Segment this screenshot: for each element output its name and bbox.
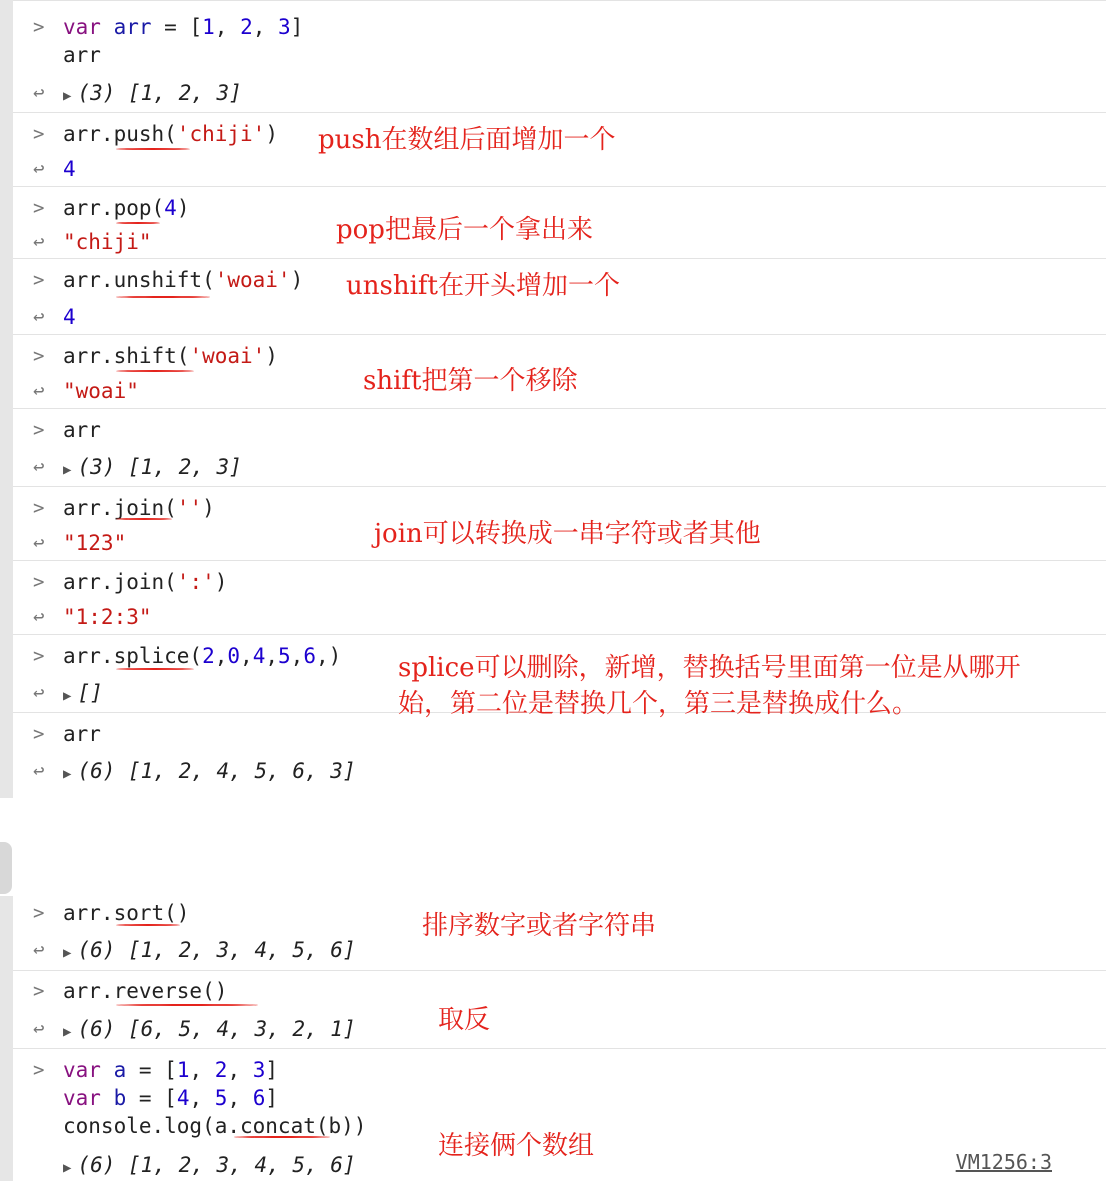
expand-triangle-icon[interactable]: ▶ [63,1024,72,1040]
console-input-line[interactable]: var b = [4, 5, 6] [63,1086,279,1110]
console-entry [13,0,1106,113]
input-prompt-icon: > [33,980,45,1002]
result-arrow-icon: ↩ [33,1018,45,1040]
result-arrow-icon: ↩ [33,82,45,104]
console-gutter [0,896,13,1181]
console-input-line[interactable]: console.log(a.concat(b)) [63,1114,367,1138]
annotation-underline [116,518,172,520]
annotation-underline [234,1136,330,1138]
console-input-line[interactable]: arr.push('chiji') [63,122,278,146]
console-input-line[interactable]: arr.reverse() [63,979,228,1003]
console-result: "123" [63,531,127,555]
console-gutter [0,0,13,798]
annotation-underline [116,370,194,372]
result-arrow-icon: ↩ [33,606,45,628]
annotation-note: 取反 [438,1005,491,1035]
result-arrow-icon: ↩ [33,231,45,253]
annotation-note: unshift在开头增加一个 [346,271,620,301]
source-location-link[interactable]: VM1256:3 [955,1150,1052,1174]
console-input-line[interactable]: arr.sort() [63,901,190,925]
input-prompt-icon: > [33,16,45,38]
expand-triangle-icon[interactable]: ▶ [63,766,72,782]
result-arrow-icon: ↩ [33,306,45,328]
input-prompt-icon: > [33,902,45,924]
console-result[interactable]: ▶ (3) [1, 2, 3] [63,81,242,105]
result-arrow-icon: ↩ [33,532,45,554]
annotation-note: push在数组后面增加一个 [318,125,616,155]
input-prompt-icon: > [33,345,45,367]
console-input-line[interactable]: arr [63,43,101,67]
screenshot-gap [0,798,1106,896]
expand-triangle-icon[interactable]: ▶ [63,1160,72,1176]
result-arrow-icon: ↩ [33,939,45,961]
input-prompt-icon: > [33,723,45,745]
input-prompt-icon: > [33,123,45,145]
expand-triangle-icon[interactable]: ▶ [63,88,72,104]
console-result[interactable]: ▶ [] [63,681,103,705]
console-entry [13,970,1106,1049]
result-arrow-icon: ↩ [33,682,45,704]
console-input-line[interactable]: var arr = [1, 2, 3] [63,15,304,39]
console-input-line[interactable]: arr.shift('woai') [63,344,278,368]
console-result: 4 [63,157,76,181]
annotation-note: splice可以删除，新增，替换括号里面第一位是从哪开 [398,653,1021,683]
annotation-underline [116,924,180,926]
console-entry [13,712,1106,799]
console-input-line[interactable]: arr.splice(2,0,4,5,6,) [63,644,342,668]
annotation-underline [116,668,194,670]
annotation-note: 连接俩个数组 [438,1131,595,1161]
input-prompt-icon: > [33,1059,45,1081]
console-input-line[interactable]: arr [63,722,101,746]
expand-triangle-icon[interactable]: ▶ [63,688,72,704]
annotation-underline [116,148,190,150]
annotation-underline [116,296,210,298]
console-result[interactable]: ▶ (3) [1, 2, 3] [63,455,242,479]
console-result[interactable]: ▶ (6) [1, 2, 4, 5, 6, 3] [63,759,356,783]
annotation-note: shift把第一个移除 [363,366,578,396]
console-result: "woai" [63,379,139,403]
input-prompt-icon: > [33,645,45,667]
console-entry [13,408,1106,487]
console-input-line[interactable]: arr.unshift('woai') [63,268,304,292]
annotation-underline [116,222,160,224]
console-input-line[interactable]: arr.pop(4) [63,196,190,220]
console-result[interactable]: ▶ (6) [6, 5, 4, 3, 2, 1] [63,1017,356,1041]
annotation-note: 排序数字或者字符串 [422,911,657,941]
annotation-note: 始，第二位是替换几个，第三是替换成什么。 [398,689,919,719]
expand-triangle-icon[interactable]: ▶ [63,945,72,961]
console-log-output[interactable]: ▶ (6) [1, 2, 3, 4, 5, 6] [63,1153,356,1177]
input-prompt-icon: > [33,571,45,593]
console-result: 4 [63,305,76,329]
input-prompt-icon: > [33,497,45,519]
annotation-note: join可以转换成一串字符或者其他 [374,519,761,549]
screenshot-gap-edge [0,842,12,894]
console-input-line[interactable]: arr [63,418,101,442]
result-arrow-icon: ↩ [33,158,45,180]
result-arrow-icon: ↩ [33,456,45,478]
result-arrow-icon: ↩ [33,380,45,402]
console-input-line[interactable]: arr.join('') [63,496,215,520]
input-prompt-icon: > [33,197,45,219]
input-prompt-icon: > [33,419,45,441]
console-result: "chiji" [63,230,152,254]
console-result[interactable]: ▶ (6) [1, 2, 3, 4, 5, 6] [63,938,356,962]
expand-triangle-icon[interactable]: ▶ [63,462,72,478]
console-input-line[interactable]: arr.join(':') [63,570,228,594]
result-arrow-icon: ↩ [33,760,45,782]
input-prompt-icon: > [33,269,45,291]
console-entry [13,560,1106,635]
console-result: "1:2:3" [63,605,152,629]
annotation-note: pop把最后一个拿出来 [336,215,593,245]
console-input-line[interactable]: var a = [1, 2, 3] [63,1058,279,1082]
annotation-underline [116,1004,258,1006]
